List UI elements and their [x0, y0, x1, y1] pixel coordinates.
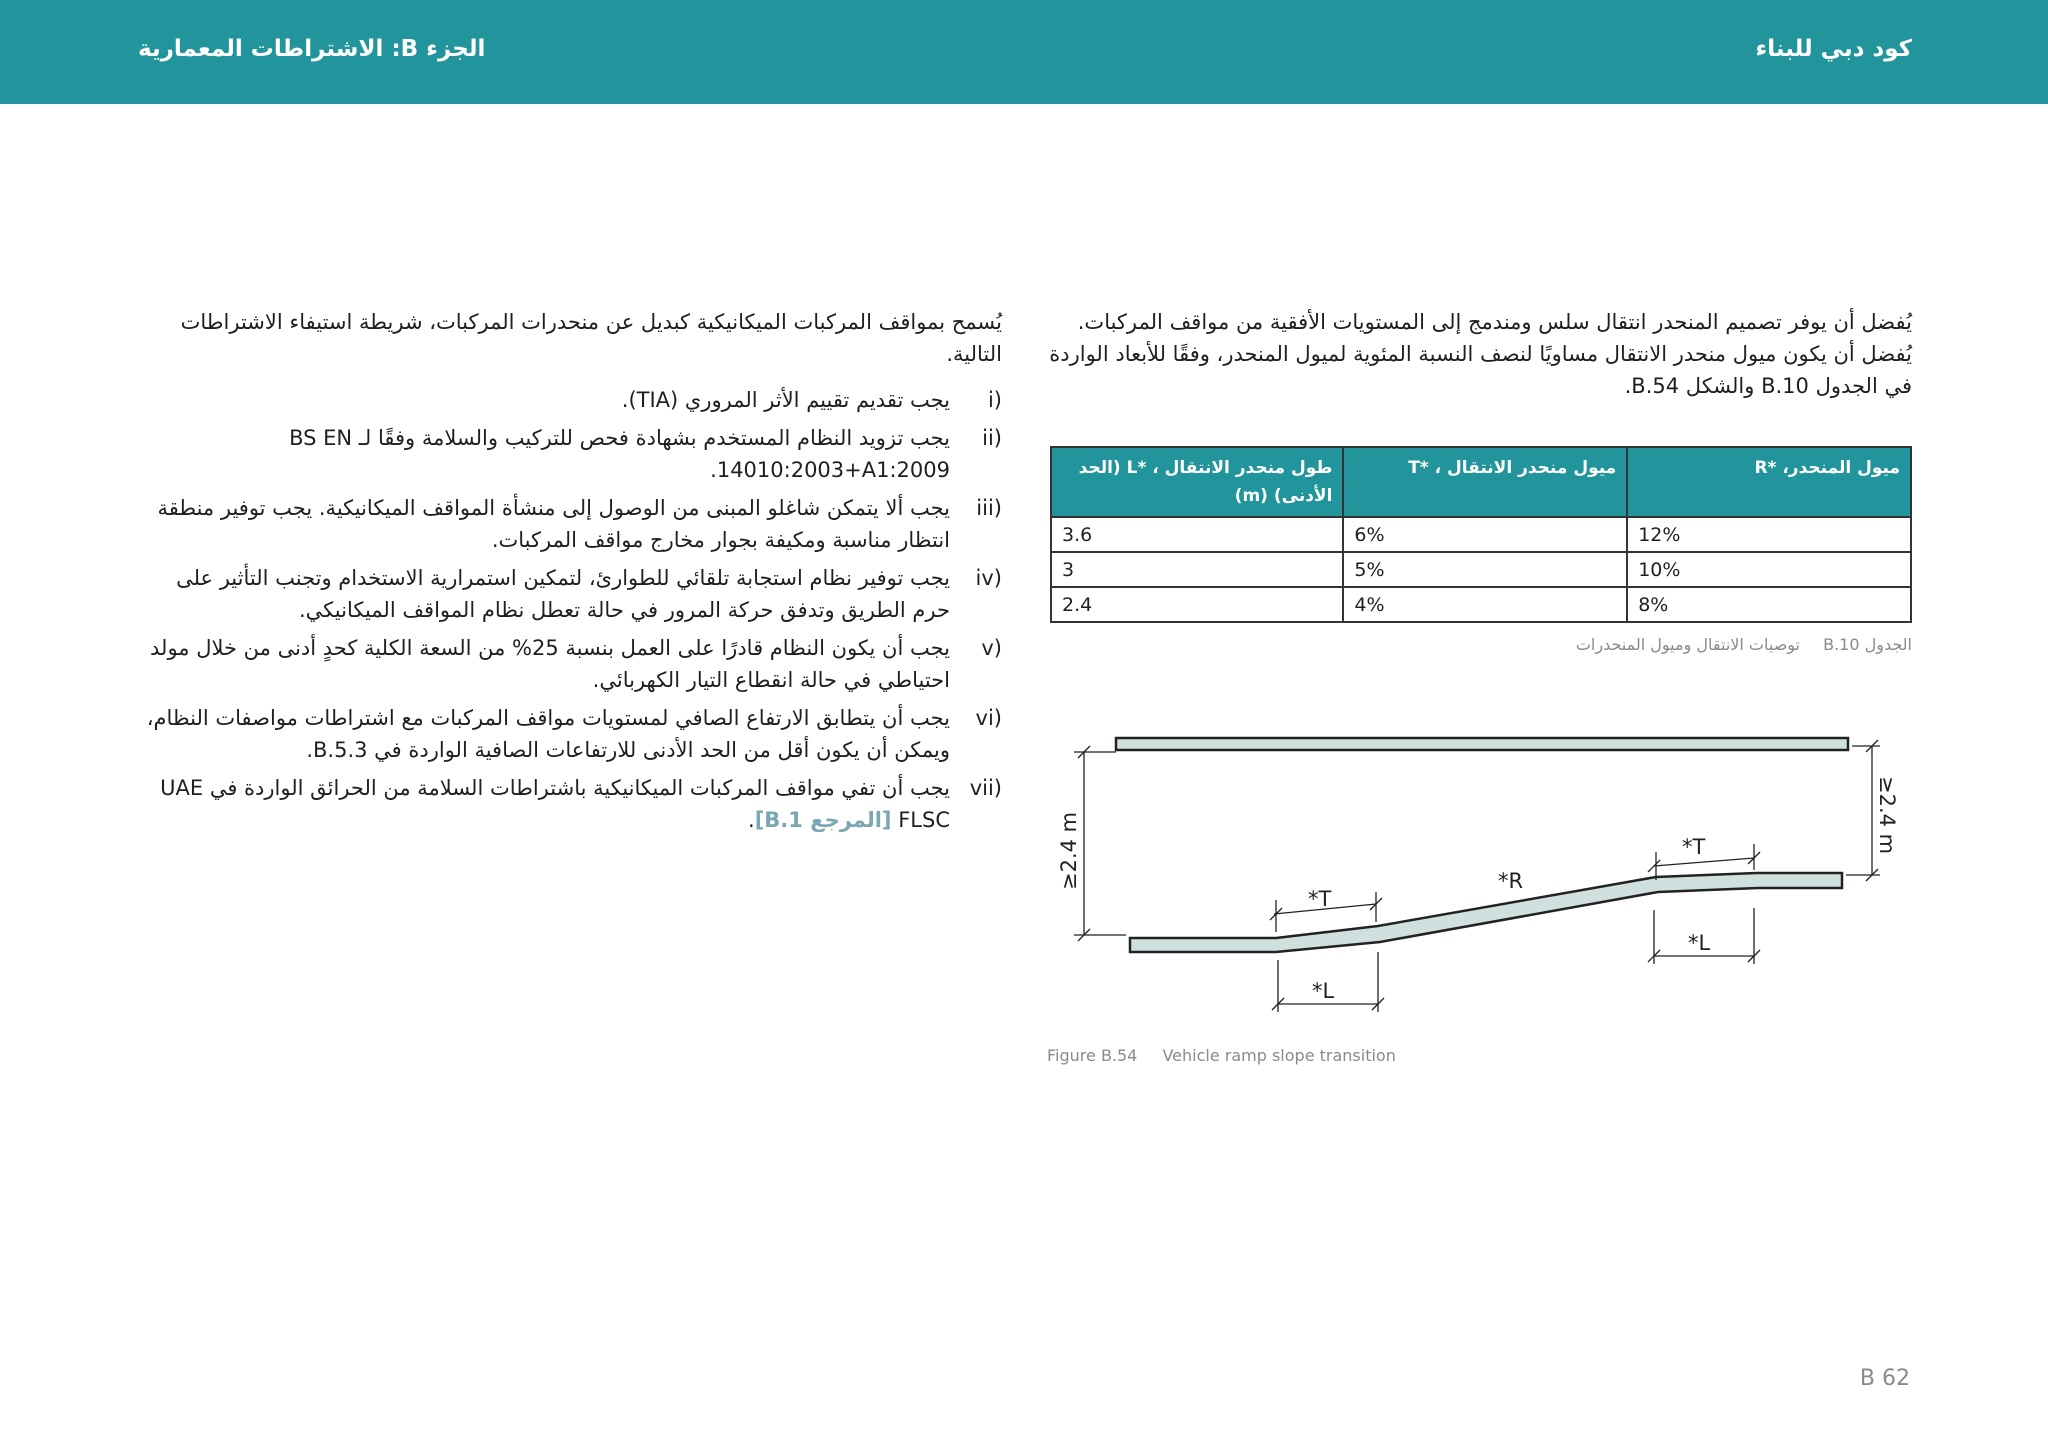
table-cell: 3.6	[1051, 517, 1343, 552]
list-item-text: يجب أن يكون النظام قادرًا على العمل بنسبة 25% من السعة الكلية كحدٍ أدنى من خلال مولد احتياطي في حالة انقطاع التيار الكهربائي.	[150, 636, 950, 692]
table-cell: 4%	[1343, 587, 1627, 622]
table-cell: 6%	[1343, 517, 1627, 552]
mechanical-parking-intro: يُسمح بمواقف المركبات الميكانيكية كبديل عن منحدرات المركبات، شريطة استيفاء الاشتراطات التالية.	[180, 310, 1002, 366]
list-item-text: يجب أن يتطابق الارتفاع الصافي لمستويات مواقف المركبات مع اشتراطات مواصفات النظام، ويمكن أن يكون أقل من الحد الأدنى للارتفاعات الصافية الواردة في B.5.3.	[146, 706, 950, 762]
table-header-cell: ميول منحدر الانتقال ، *T	[1343, 447, 1627, 517]
list-marker: iv)	[975, 566, 1002, 590]
left-column	[138, 306, 1002, 842]
table-cell: 2.4	[1051, 587, 1343, 622]
table-row	[1051, 552, 1911, 587]
list-item	[138, 422, 1002, 486]
figure-caption	[1047, 1046, 1396, 1065]
table-cell: 8%	[1627, 587, 1911, 622]
list-item: vii) يجب أن تفي مواقف المركبات الميكانيكية باشتراطات السلامة من الحرائق الواردة في UAE FLSC [المرجع B.1].	[138, 772, 1002, 836]
requirements-list	[138, 384, 1002, 836]
list-marker: v)	[981, 636, 1002, 660]
table-caption-number: الجدول B.10	[1823, 635, 1912, 654]
list-item-text: يجب توفير نظام استجابة تلقائي للطوارئ، لتمكين استمرارية الاستخدام وتجنب التأثير على حرم الطريق وتدفق حركة المرور في حالة تعطل نظام المواقف الميكانيكي.	[176, 566, 950, 622]
list-item	[138, 562, 1002, 626]
right-column	[1046, 306, 1912, 654]
list-item-text: يجب أن تفي مواقف المركبات الميكانيكية باشتراطات السلامة من الحرائق الواردة في UAE FLSC	[160, 776, 950, 832]
list-marker: i)	[987, 388, 1002, 412]
table-cell: 5%	[1343, 552, 1627, 587]
table-row	[1051, 517, 1911, 552]
upper-slab	[1116, 738, 1848, 750]
table-header-cell: ميول المنحدر، *R	[1627, 447, 1911, 517]
document-title: كود دبي للبناء	[1755, 36, 1912, 62]
page-number: B 62	[1859, 1366, 1910, 1391]
length-label-lower: *L	[1312, 979, 1335, 1003]
list-item	[138, 384, 1002, 416]
ramp-transition-diagram	[1046, 720, 1912, 1020]
list-item	[138, 632, 1002, 696]
ramp-label: *R	[1498, 869, 1524, 893]
transition-label-upper: *T	[1682, 835, 1706, 859]
ramp-slab	[1130, 873, 1842, 952]
list-marker: vii)	[969, 776, 1002, 800]
list-item-text: يجب تزويد النظام المستخدم بشهادة فحص للتركيب والسلامة وفقًا لـ BS EN 14010:2003+A1:2009.	[289, 426, 950, 482]
list-item	[138, 702, 1002, 766]
list-item-text: يجب تقديم تقييم الأثر المروري (TIA).	[621, 388, 950, 412]
height-label-left: ≥2.4 m	[1057, 811, 1081, 890]
list-marker: ii)	[982, 426, 1002, 450]
table-cell: 3	[1051, 552, 1343, 587]
list-marker: iii)	[976, 496, 1002, 520]
reference-link[interactable]: [المرجع B.1]	[754, 808, 892, 832]
figure-caption-number: Figure B.54	[1047, 1046, 1138, 1065]
ramp-table	[1050, 446, 1912, 623]
length-label-upper: *L	[1688, 931, 1711, 955]
table-caption-text: توصيات الانتقال وميول المنحدرات	[1575, 635, 1800, 654]
table-row	[1051, 587, 1911, 622]
transition-label-lower: *T	[1308, 887, 1332, 911]
list-item-text: يجب ألا يتمكن شاغلو المبنى من الوصول إلى منشأة المواقف الميكانيكية. يجب توفير منطقة انتظار مناسبة ومكيفة بجوار مخارج مواقف المركبات.	[157, 496, 950, 552]
table-cell: 12%	[1627, 517, 1911, 552]
table-header-row	[1051, 447, 1911, 517]
table-cell: 10%	[1627, 552, 1911, 587]
section-title: الجزء B: الاشتراطات المعمارية	[138, 36, 486, 62]
figure-caption-text: Vehicle ramp slope transition	[1162, 1046, 1396, 1065]
list-item	[138, 492, 1002, 556]
ramp-intro-paragraph: يُفضل أن يوفر تصميم المنحدر انتقال سلس ومندمج إلى المستويات الأفقية من مواقف المركبات. يُفضل أن يكون ميول منحدر الانتقال مساويًا لنصف النسبة المئوية لميول المنحدر، وفقًا للأبعاد الواردة في الجدول B.10 والشكل B.54.	[1049, 310, 1912, 398]
table-header-cell: طول منحدر الانتقال ، *L (الحد الأدنى) (m)	[1051, 447, 1343, 517]
page-header	[0, 0, 2048, 104]
list-marker: vi)	[975, 706, 1002, 730]
height-label-right: ≥2.4 m	[1875, 776, 1899, 855]
table-caption	[1046, 635, 1912, 654]
